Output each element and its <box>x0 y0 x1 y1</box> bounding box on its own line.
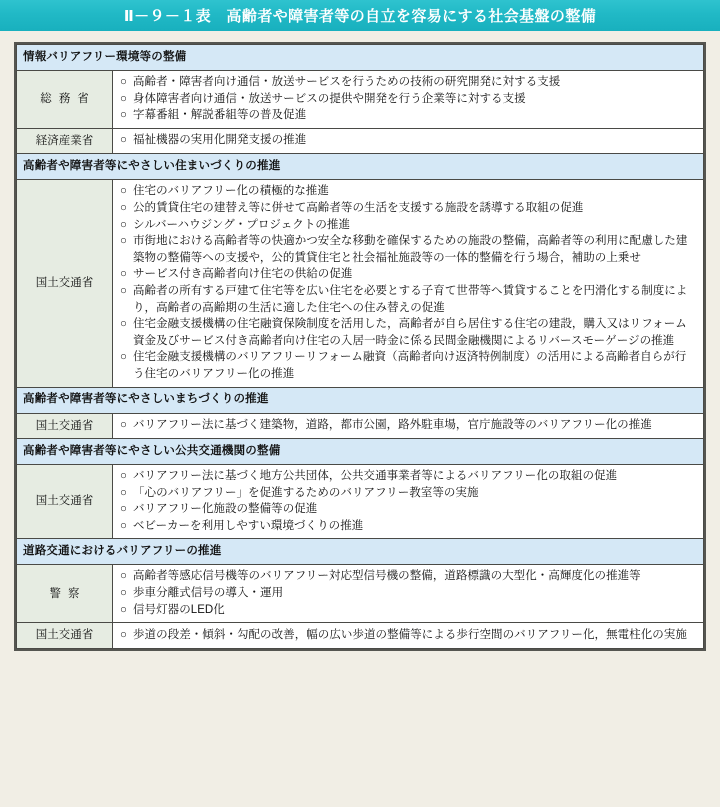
section-heading: 高齢者や障害者等にやさしいまちづくりの推進 <box>17 387 704 413</box>
measure-list <box>120 74 697 124</box>
circle-bullet-icon: ○ <box>120 218 127 231</box>
measure-item-text: バリアフリー法に基づく建築物，道路，都市公園，路外駐車場，官庁施設等のバリアフリー化の推進 <box>133 419 652 431</box>
measure-item <box>120 233 697 266</box>
measure-item <box>120 602 697 619</box>
measures-cell <box>113 565 704 623</box>
measure-item-text: ベビーカーを利用しやすい環境づくりの推進 <box>133 519 364 532</box>
measures-cell <box>113 413 704 439</box>
table-section-row <box>17 539 704 565</box>
table-row <box>17 465 704 539</box>
organization-cell <box>17 71 113 129</box>
measure-item <box>120 518 697 535</box>
table-row <box>17 180 704 387</box>
table-section-row <box>17 45 704 71</box>
measure-item-text: 市街地における高齢者等の快適かつ安全な移動を確保するための施設の整備，高齢者等の利用に配慮した建築物の整備等への支援や，公的賃貸住宅と社会福祉施設等の一体的整備を行う場合，補助の上乗せ <box>133 235 688 264</box>
measure-item <box>120 283 697 316</box>
measure-item <box>120 266 697 283</box>
circle-bullet-icon: ○ <box>120 134 127 147</box>
circle-bullet-icon: ○ <box>120 486 127 499</box>
circle-bullet-icon: ○ <box>120 92 127 105</box>
policy-table-body <box>17 45 704 649</box>
organization-cell <box>17 623 113 649</box>
measure-item <box>120 74 697 91</box>
measure-item-text: バリアフリー化施設の整備等の促進 <box>133 503 318 516</box>
measure-list <box>120 183 697 382</box>
table-row <box>17 71 704 129</box>
table-section-row <box>17 154 704 180</box>
measure-list <box>120 468 697 534</box>
circle-bullet-icon: ○ <box>120 201 127 214</box>
measure-item-text: 公的賃貸住宅の建替え等に併せて高齢者等の生活を支援する施設を誘導する取組の促進 <box>133 201 584 214</box>
measure-item <box>120 627 697 644</box>
measure-item-text: 身体障害者向け通信・放送サービスの提供や開発を行う企業等に対する支援 <box>133 92 526 105</box>
table-row <box>17 565 704 623</box>
table-title-bar <box>0 0 720 31</box>
circle-bullet-icon: ○ <box>120 185 127 198</box>
measures-cell <box>113 623 704 649</box>
circle-bullet-icon: ○ <box>120 570 127 583</box>
circle-bullet-icon: ○ <box>120 519 127 532</box>
measure-item <box>120 183 697 200</box>
measure-item-text: 住宅金融支援機構の住宅融資保険制度を活用した，高齢者が自ら居住する住宅の建設，購入又はリフォーム資金及びサービス付き高齢者向け住宅の入居一時金に係る民間金融機関によるリバースモーゲージの推進 <box>133 318 687 347</box>
organization-label: 国土交通省 <box>35 277 94 290</box>
circle-bullet-icon: ○ <box>120 268 127 281</box>
measure-item-text: 歩道の段差・傾斜・勾配の改善，幅の広い歩道の整備等による歩行空間のバリアフリー化，無電柱化の実施 <box>133 628 687 641</box>
table-section-row <box>17 387 704 413</box>
circle-bullet-icon: ○ <box>120 76 127 88</box>
measure-item-text: 高齢者等感応信号機等のバリアフリー対応型信号機の整備，道路標識の大型化・高輝度化の推進等 <box>133 570 641 583</box>
measure-list <box>120 568 697 618</box>
measure-item-text: 信号灯器のLED化 <box>133 603 225 616</box>
measure-item <box>120 468 697 485</box>
measure-item <box>120 91 697 108</box>
circle-bullet-icon: ○ <box>120 603 127 616</box>
page-title: Ⅱ－９－１表 高齢者や障害者等の自立を容易にする社会基盤の整備 <box>123 8 597 25</box>
measure-item <box>120 501 697 518</box>
measure-item <box>120 349 697 382</box>
measures-cell <box>113 71 704 129</box>
organization-cell <box>17 565 113 623</box>
organization-label: 国土交通省 <box>35 495 94 508</box>
section-heading: 高齢者や障害者等にやさしい住まいづくりの推進 <box>17 154 704 180</box>
table-row <box>17 623 704 649</box>
policy-table <box>16 44 704 649</box>
measures-cell <box>113 465 704 539</box>
measure-item <box>120 485 697 502</box>
organization-label: 警察 <box>49 587 87 600</box>
measure-item <box>120 107 697 124</box>
measure-item <box>120 585 697 602</box>
measure-list <box>120 132 697 149</box>
measure-item-text: 福祉機器の実用化開発支援の推進 <box>133 134 307 147</box>
measure-item <box>120 217 697 234</box>
measure-item-text: 高齢者の所有する戸建て住宅等を広い住宅を必要とする子育て世帯等へ賃貸することを円滑化する制度により，高齢者の高齢期の生活に適した住宅への住み替えの促進 <box>133 284 688 314</box>
measure-item <box>120 316 697 349</box>
circle-bullet-icon: ○ <box>120 351 127 364</box>
measure-item <box>120 132 697 149</box>
organization-cell <box>17 128 113 154</box>
measures-cell <box>113 180 704 387</box>
section-heading: 道路交通におけるバリアフリーの推進 <box>17 539 704 565</box>
measures-cell <box>113 128 704 154</box>
organization-label: 国土交通省 <box>35 629 94 642</box>
circle-bullet-icon: ○ <box>120 470 127 483</box>
measure-list <box>120 627 697 644</box>
measure-item-text: 字幕番組・解説番組等の普及促進 <box>133 109 307 122</box>
circle-bullet-icon: ○ <box>120 587 127 600</box>
measure-list <box>120 417 697 434</box>
measure-item-text: 住宅のバリアフリー化の積極的な推進 <box>133 185 329 198</box>
measure-item-text: バリアフリー法に基づく地方公共団体，公共交通事業者等によるバリアフリー化の取組の促進 <box>133 470 618 483</box>
measure-item-text: 歩車分離式信号の導入・運用 <box>133 587 284 600</box>
table-row <box>17 128 704 154</box>
circle-bullet-icon: ○ <box>120 318 127 331</box>
organization-cell <box>17 180 113 387</box>
table-section-row <box>17 439 704 465</box>
circle-bullet-icon: ○ <box>120 628 127 641</box>
circle-bullet-icon: ○ <box>120 235 127 248</box>
measure-item-text: 住宅金融支援機構のバリアフリーリフォーム融資（高齢者向け返済特例制度）の活用による高齢者自らが行う住宅のバリアフリー化の推進 <box>133 351 687 380</box>
circle-bullet-icon: ○ <box>120 109 127 122</box>
measure-item-text: 「心のバリアフリー」を促進するためのバリアフリー教室等の実施 <box>133 486 479 499</box>
policy-table-container <box>14 42 706 651</box>
circle-bullet-icon: ○ <box>120 503 127 516</box>
circle-bullet-icon: ○ <box>120 284 127 297</box>
section-heading: 高齢者や障害者等にやさしい公共交通機関の整備 <box>17 439 704 465</box>
organization-cell <box>17 413 113 439</box>
organization-cell <box>17 465 113 539</box>
organization-label: 国土交通省 <box>35 419 94 432</box>
table-row <box>17 413 704 439</box>
measure-item-text: サービス付き高齢者向け住宅の供給の促進 <box>133 268 353 281</box>
circle-bullet-icon: ○ <box>120 419 127 431</box>
organization-label: 総務省 <box>40 93 96 106</box>
measure-item <box>120 568 697 585</box>
measure-item-text: シルバーハウジング・プロジェクトの推進 <box>133 218 351 231</box>
section-heading: 情報バリアフリー環境等の整備 <box>17 45 704 71</box>
measure-item <box>120 200 697 217</box>
measure-item-text: 高齢者・障害者向け通信・放送サービスを行うための技術の研究開発に対する支援 <box>133 76 561 88</box>
organization-label: 経済産業省 <box>35 134 94 147</box>
measure-item <box>120 417 697 434</box>
